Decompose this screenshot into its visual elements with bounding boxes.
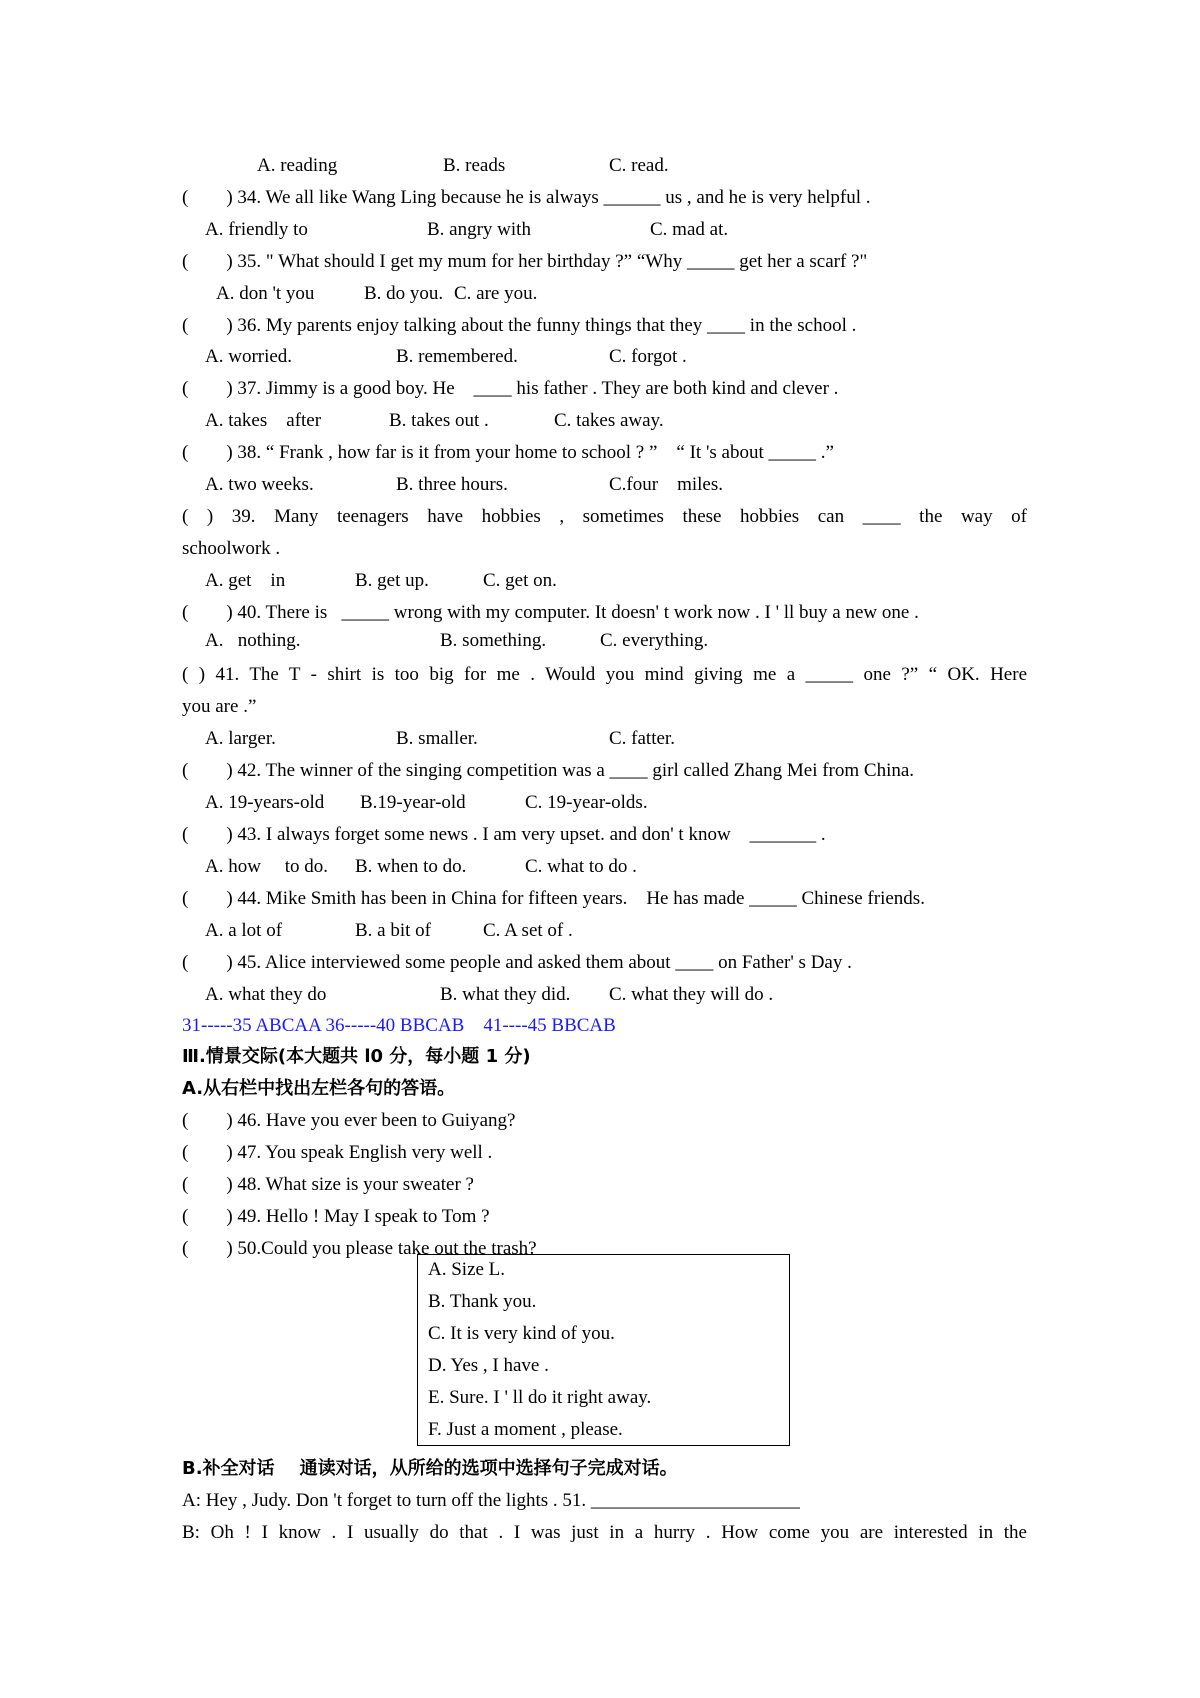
q39-option-b: B. get up. (355, 570, 429, 591)
q38-option-c: C.four miles. (609, 474, 723, 495)
question-38: ( ) 38. “ Frank , how far is it from your home to school ? ” “ It 's about _____ .” (182, 442, 834, 463)
match-options-box (417, 1254, 790, 1446)
question-34: ( ) 34. We all like Wang Ling because he is always ______ us , and he is very helpful . (182, 187, 871, 208)
dialog-line-b: B: Oh ! I know . I usually do that . I was just in a hurry . How come you are interested in the (182, 1522, 1027, 1543)
q35-option-b: B. do you. (364, 283, 444, 304)
section-b-title: B.补全对话 通读对话，从所给的选项中选择句子完成对话。 (182, 1458, 678, 1479)
q36-option-a: A. worried. (205, 346, 293, 367)
q33-option-c: C. read. (609, 155, 669, 176)
q44-option-a: A. a lot of (205, 920, 283, 941)
q37-option-a: A. takes after (205, 410, 322, 431)
section-3-title: Ⅲ.情景交际(本大题共 l0 分，每小题 1 分) (182, 1046, 531, 1067)
q37-option-c: C. takes away. (554, 410, 664, 431)
question-46: ( ) 46. Have you ever been to Guiyang? (182, 1110, 516, 1131)
q43-option-b: B. when to do. (355, 856, 467, 877)
question-39: ( ) 39. Many teenagers have hobbies , sometimes these hobbies can ____ the way of (182, 506, 1027, 527)
question-48: ( ) 48. What size is your sweater ? (182, 1174, 474, 1195)
q36-option-b: B. remembered. (396, 346, 518, 367)
match-option-b: B. Thank you. (428, 1291, 537, 1312)
q40-option-a: A. nothing. (205, 630, 301, 651)
answer-key: 31-----35 ABCAA 36-----40 BBCAB 41----45 BBCAB (182, 1015, 616, 1036)
q41-option-a: A. larger. (205, 728, 276, 749)
q44-option-b: B. a bit of (355, 920, 431, 941)
question-40: ( ) 40. There is _____ wrong with my computer. It doesn' t work now . I ' ll buy a new one . (182, 602, 919, 623)
q40-option-b: B. something. (440, 630, 547, 651)
q37-option-b: B. takes out . (389, 410, 489, 431)
q43-option-a: A. how to do. (205, 856, 328, 877)
q33-option-a: A. reading (257, 155, 338, 176)
q33-option-b: B. reads (443, 155, 506, 176)
q45-option-b: B. what they did. (440, 984, 571, 1005)
q42-option-c: C. 19-year-olds. (525, 792, 648, 813)
q38-option-a: A. two weeks. (205, 474, 314, 495)
match-option-c: C. It is very kind of you. (428, 1323, 615, 1344)
match-option-e: E. Sure. I ' ll do it right away. (428, 1387, 652, 1408)
question-39-continued: schoolwork . (182, 538, 281, 559)
q42-option-b: B.19-year-old (360, 792, 466, 813)
match-option-a: A. Size L. (428, 1259, 506, 1280)
q43-option-c: C. what to do . (525, 856, 637, 877)
question-47: ( ) 47. You speak English very well . (182, 1142, 493, 1163)
question-35: ( ) 35. " What should I get my mum for her birthday ?” “Why _____ get her a scarf ?" (182, 251, 868, 272)
question-45: ( ) 45. Alice interviewed some people and asked them about ____ on Father' s Day . (182, 952, 852, 973)
q34-option-b: B. angry with (427, 219, 531, 240)
question-43: ( ) 43. I always forget some news . I am very upset. and don' t know _______ . (182, 824, 826, 845)
q40-option-c: C. everything. (600, 630, 709, 651)
question-41: ( ) 41. The T - shirt is too big for me . Would you mind giving me a _____ one ?” “ OK. Here (182, 664, 1027, 685)
question-36: ( ) 36. My parents enjoy talking about the funny things that they ____ in the school . (182, 315, 857, 336)
question-44: ( ) 44. Mike Smith has been in China for fifteen years. He has made _____ Chinese friends. (182, 888, 925, 909)
q42-option-a: A. 19-years-old (205, 792, 325, 813)
q35-option-c: C. are you. (454, 283, 538, 304)
q39-option-a: A. get in (205, 570, 286, 591)
q36-option-c: C. forgot . (609, 346, 687, 367)
q39-option-c: C. get on. (483, 570, 557, 591)
q44-option-c: C. A set of . (483, 920, 573, 941)
q41-option-c: C. fatter. (609, 728, 675, 749)
q41-option-b: B. smaller. (396, 728, 478, 749)
dialog-line-a: A: Hey , Judy. Don 't forget to turn off the lights . 51. ______________________ (182, 1490, 800, 1511)
section-a-title: A.从右栏中找出左栏各句的答语。 (182, 1078, 456, 1099)
q45-option-a: A. what they do (205, 984, 327, 1005)
q35-option-a: A. don 't you (216, 283, 315, 304)
question-50: ( ) 50.Could you please take out the trash? (182, 1238, 537, 1259)
match-option-d: D. Yes , I have . (428, 1355, 549, 1376)
question-49: ( ) 49. Hello ! May I speak to Tom ? (182, 1206, 490, 1227)
q34-option-a: A. friendly to (205, 219, 308, 240)
question-37: ( ) 37. Jimmy is a good boy. He ____ his father . They are both kind and clever . (182, 378, 839, 399)
match-option-f: F. Just a moment , please. (428, 1419, 623, 1440)
question-41-continued: you are .” (182, 696, 257, 717)
q38-option-b: B. three hours. (396, 474, 508, 495)
question-42: ( ) 42. The winner of the singing competition was a ____ girl called Zhang Mei from China. (182, 760, 915, 781)
q45-option-c: C. what they will do . (609, 984, 774, 1005)
q34-option-c: C. mad at. (650, 219, 729, 240)
